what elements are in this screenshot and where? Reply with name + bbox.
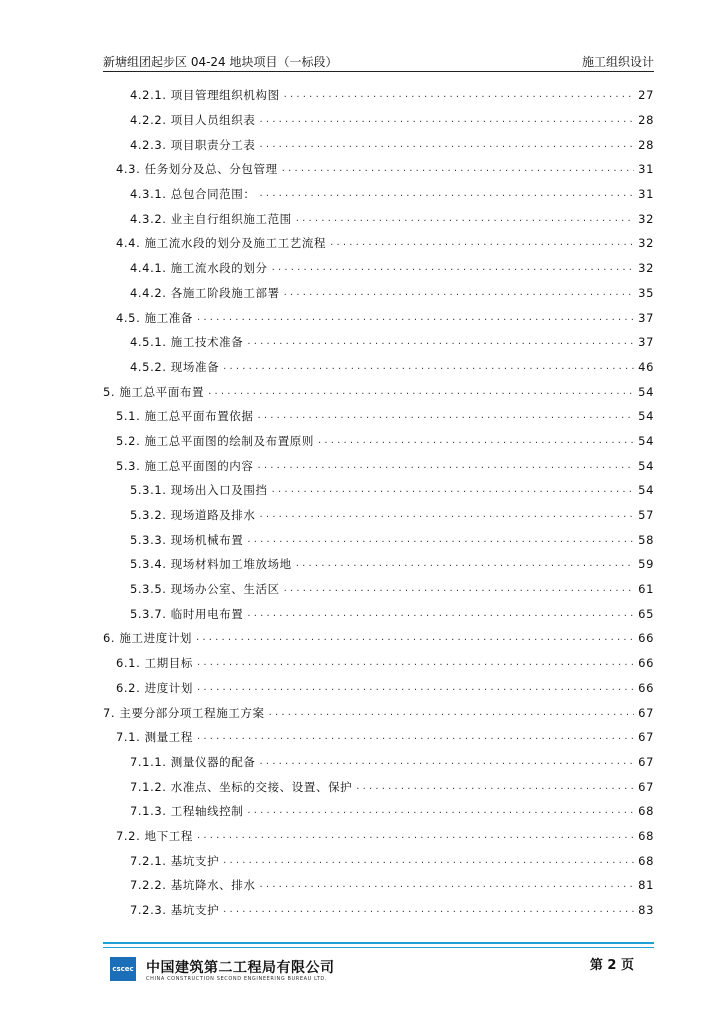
toc-entry-title: 4.3.1. 总包合同范围： xyxy=(130,187,256,202)
table-of-contents xyxy=(103,83,654,922)
toc-leader-dots xyxy=(247,806,634,816)
toc-entry-title: 7.2.1. 基坑支护 xyxy=(130,853,220,868)
header-project-title: 新塘组团起步区 04-24 地块项目（一标段） xyxy=(103,55,338,69)
toc-entry-title: 4.4. 施工流水段的划分及施工工艺流程 xyxy=(116,236,327,251)
toc-entry[interactable] xyxy=(103,404,654,429)
toc-entry-page: 67 xyxy=(638,754,654,769)
toc-leader-dots xyxy=(197,683,634,693)
toc-entry[interactable] xyxy=(103,330,654,355)
toc-entry-title: 4.5.1. 施工技术准备 xyxy=(130,335,244,350)
toc-leader-dots xyxy=(296,559,634,569)
toc-leader-dots xyxy=(318,436,634,446)
toc-entry-page: 37 xyxy=(638,335,654,350)
toc-entry-page: 67 xyxy=(638,779,654,794)
toc-entry-page: 37 xyxy=(638,310,654,325)
toc-leader-dots xyxy=(197,732,634,742)
toc-entry-page: 28 xyxy=(638,113,654,128)
toc-leader-dots xyxy=(259,189,634,199)
toc-entry-page: 58 xyxy=(638,532,654,547)
toc-entry-title: 5.1. 施工总平面布置依据 xyxy=(116,409,254,424)
toc-leader-dots xyxy=(197,313,634,323)
toc-entry-page: 68 xyxy=(638,853,654,868)
toc-entry[interactable] xyxy=(103,355,654,380)
toc-leader-dots xyxy=(223,905,634,915)
toc-leader-dots xyxy=(196,633,634,643)
toc-entry-title: 6.2. 进度计划 xyxy=(116,680,193,695)
toc-entry-title: 7.2. 地下工程 xyxy=(116,828,193,843)
toc-leader-dots xyxy=(208,387,634,397)
toc-leader-dots xyxy=(272,485,634,495)
toc-leader-dots xyxy=(259,140,634,150)
toc-entry-page: 68 xyxy=(638,828,654,843)
toc-entry-page: 28 xyxy=(638,137,654,152)
toc-entry[interactable] xyxy=(103,527,654,552)
toc-leader-dots xyxy=(296,214,634,224)
toc-entry-title: 4.4.2. 各施工阶段施工部署 xyxy=(130,285,280,300)
toc-entry[interactable] xyxy=(103,552,654,577)
toc-entry-page: 27 xyxy=(638,88,654,103)
toc-entry-title: 7.2.2. 基坑降水、排水 xyxy=(130,878,256,893)
toc-entry[interactable] xyxy=(103,700,654,725)
toc-entry-title: 7.1.1. 测量仪器的配备 xyxy=(130,754,256,769)
toc-leader-dots xyxy=(247,535,634,545)
toc-entry[interactable] xyxy=(103,182,654,207)
toc-entry-page: 81 xyxy=(638,878,654,893)
footer-divider xyxy=(103,942,654,944)
toc-leader-dots xyxy=(197,831,634,841)
toc-entry[interactable] xyxy=(103,281,654,306)
toc-leader-dots xyxy=(272,263,634,273)
toc-entry-title: 5.3.1. 现场出入口及围挡 xyxy=(130,483,268,498)
toc-leader-dots xyxy=(284,288,634,298)
toc-entry[interactable] xyxy=(103,577,654,602)
toc-entry-title: 4.4.1. 施工流水段的划分 xyxy=(130,261,268,276)
toc-entry-title: 4.2.1. 项目管理组织机构图 xyxy=(130,88,280,103)
toc-entry-page: 54 xyxy=(638,409,654,424)
toc-entry[interactable] xyxy=(103,256,654,281)
toc-entry[interactable] xyxy=(103,305,654,330)
toc-leader-dots xyxy=(259,757,634,767)
toc-leader-dots xyxy=(258,461,635,471)
toc-entry-title: 6.1. 工期目标 xyxy=(116,656,193,671)
toc-entry[interactable] xyxy=(103,478,654,503)
toc-entry-title: 5.3.3. 现场机械布置 xyxy=(130,532,244,547)
toc-leader-dots xyxy=(223,362,634,372)
toc-entry[interactable] xyxy=(103,750,654,775)
toc-entry[interactable] xyxy=(103,453,654,478)
toc-leader-dots xyxy=(197,658,634,668)
toc-entry-page: 66 xyxy=(638,680,654,695)
company-logo: cscec xyxy=(110,957,136,981)
toc-entry[interactable] xyxy=(103,601,654,626)
toc-entry[interactable] xyxy=(103,848,654,873)
footer-divider-thin xyxy=(103,947,654,948)
toc-entry-title: 4.3.2. 业主自行组织施工范围 xyxy=(130,211,292,226)
toc-entry-page: 32 xyxy=(638,261,654,276)
toc-entry[interactable] xyxy=(103,824,654,849)
toc-entry-page: 31 xyxy=(638,187,654,202)
toc-entry-title: 5. 施工总平面布置 xyxy=(103,384,205,399)
toc-entry-title: 4.3. 任务划分及总、分包管理 xyxy=(116,162,278,177)
toc-leader-dots xyxy=(258,411,635,421)
toc-leader-dots xyxy=(284,90,634,100)
page-header xyxy=(103,50,654,70)
toc-entry-title: 5.3.5. 现场办公室、生活区 xyxy=(130,582,280,597)
toc-leader-dots xyxy=(247,609,634,619)
toc-entry-title: 5.3.2. 现场道路及排水 xyxy=(130,508,256,523)
header-divider xyxy=(103,71,654,72)
toc-entry[interactable] xyxy=(103,774,654,799)
toc-entry[interactable] xyxy=(103,898,654,923)
toc-entry[interactable] xyxy=(103,206,654,231)
toc-entry-page: 54 xyxy=(638,384,654,399)
toc-entry[interactable] xyxy=(103,725,654,750)
toc-entry-title: 4.5.2. 现场准备 xyxy=(130,359,220,374)
toc-entry-page: 59 xyxy=(638,557,654,572)
toc-entry-title: 7.1. 测量工程 xyxy=(116,730,193,745)
toc-leader-dots xyxy=(330,238,634,248)
page-number: 第 2 页 xyxy=(589,958,634,973)
toc-entry-title: 5.3.4. 现场材料加工堆放场地 xyxy=(130,557,292,572)
toc-entry-page: 65 xyxy=(638,606,654,621)
toc-leader-dots xyxy=(356,782,634,792)
header-document-title: 施工组织设计 xyxy=(581,55,654,69)
toc-entry-title: 4.5. 施工准备 xyxy=(116,310,193,325)
toc-entry-page: 83 xyxy=(638,903,654,918)
toc-entry-page: 66 xyxy=(638,631,654,646)
toc-entry[interactable] xyxy=(103,626,654,651)
toc-entry[interactable] xyxy=(103,83,654,108)
toc-entry[interactable] xyxy=(103,231,654,256)
toc-entry-page: 57 xyxy=(638,508,654,523)
toc-leader-dots xyxy=(247,337,634,347)
toc-leader-dots xyxy=(269,708,634,718)
toc-entry-page: 54 xyxy=(638,433,654,448)
toc-entry[interactable] xyxy=(103,676,654,701)
toc-entry-title: 5.3. 施工总平面图的内容 xyxy=(116,458,254,473)
toc-entry-page: 67 xyxy=(638,730,654,745)
toc-leader-dots xyxy=(259,880,634,890)
company-name-cn: 中国建筑第二工程局有限公司 xyxy=(146,960,335,976)
toc-entry[interactable] xyxy=(103,379,654,404)
toc-entry-title: 5.3.7. 临时用电布置 xyxy=(130,606,244,621)
toc-entry-page: 31 xyxy=(638,162,654,177)
toc-entry-page: 54 xyxy=(638,458,654,473)
toc-entry-title: 4.2.3. 项目职责分工表 xyxy=(130,137,256,152)
toc-entry-title: 7.1.3. 工程轴线控制 xyxy=(130,804,244,819)
toc-entry-title: 6. 施工进度计划 xyxy=(103,631,193,646)
toc-entry-title: 7.1.2. 水准点、坐标的交接、设置、保护 xyxy=(130,779,353,794)
toc-entry-title: 7. 主要分部分项工程施工方案 xyxy=(103,705,265,720)
toc-leader-dots xyxy=(223,856,634,866)
toc-entry-page: 46 xyxy=(638,359,654,374)
toc-entry-title: 5.2. 施工总平面图的绘制及布置原则 xyxy=(116,433,314,448)
toc-entry-page: 68 xyxy=(638,804,654,819)
toc-entry-page: 66 xyxy=(638,656,654,671)
toc-entry[interactable] xyxy=(103,157,654,182)
toc-entry-title: 4.2.2. 项目人员组织表 xyxy=(130,113,256,128)
toc-entry-page: 61 xyxy=(638,582,654,597)
toc-entry-page: 32 xyxy=(638,211,654,226)
toc-entry[interactable] xyxy=(103,873,654,898)
toc-leader-dots xyxy=(259,510,634,520)
toc-entry[interactable] xyxy=(103,108,654,133)
toc-leader-dots xyxy=(259,115,634,125)
toc-entry[interactable] xyxy=(103,503,654,528)
toc-entry-page: 35 xyxy=(638,285,654,300)
toc-leader-dots xyxy=(282,164,634,174)
toc-entry[interactable] xyxy=(103,799,654,824)
toc-entry[interactable] xyxy=(103,429,654,454)
toc-entry[interactable] xyxy=(103,132,654,157)
company-name-en: CHINA CONSTRUCTION SECOND ENGINEERING BUREAU LTD. xyxy=(146,976,328,982)
toc-leader-dots xyxy=(284,584,634,594)
toc-entry-page: 54 xyxy=(638,483,654,498)
toc-entry-page: 67 xyxy=(638,705,654,720)
toc-entry[interactable] xyxy=(103,651,654,676)
toc-entry-title: 7.2.3. 基坑支护 xyxy=(130,903,220,918)
toc-entry-page: 32 xyxy=(638,236,654,251)
